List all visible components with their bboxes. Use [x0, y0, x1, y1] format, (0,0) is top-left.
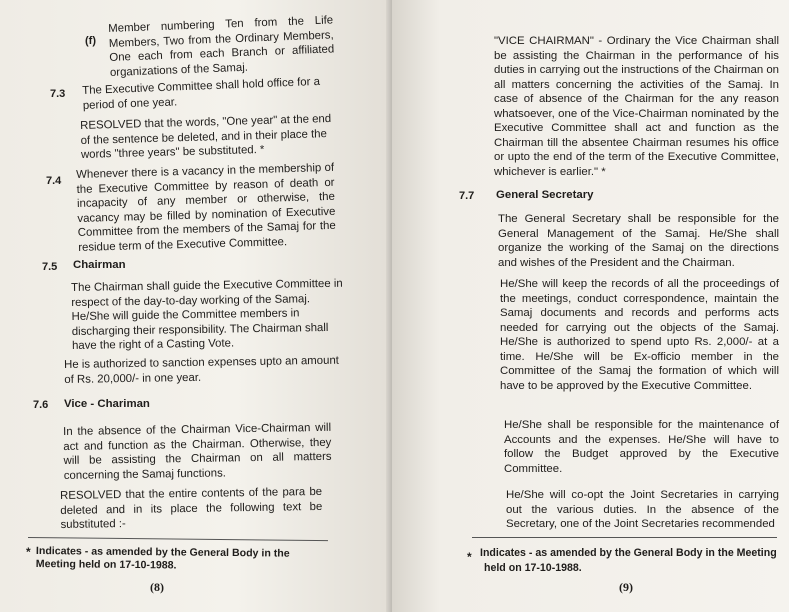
- left-page: [0, 0, 392, 612]
- footnote-text: Indicates - as amended by the General Body in the Meeting: [480, 547, 777, 559]
- section-7-3-text: The Executive Committee shall hold office for a period of one year.: [82, 75, 321, 112]
- section-7-3-resolved: RESOLVED that the words, "One year" at the end of the sentence be deleted, and in their place the words "three years" be substituted. *: [80, 112, 332, 161]
- item-label: (f): [85, 35, 96, 47]
- section-7-4-text: Whenever there is a vacancy in the membership of the Executive Committee by reason of death or incapacity of any member or otherwise, the vacancy may be filled by nomination of Executive Committee from the members of the Samaj for the residue term of the Executive Committee.: [76, 161, 336, 254]
- section-number: 7.3: [50, 88, 66, 100]
- section-7-7-paragraph: He/She shall be responsible for the maintenance of Accounts and the expenses. He/She will have to follow the Budget approved by the Executive Committee.: [504, 419, 779, 475]
- section-7-7-paragraph: He/She will keep the records of all the proceedings of the meetings, conduct correspondence, maintain the Samaj documents and records and performs acts needed for carrying out the objects of the Samaj. He/She is authorized to spend upto Rs. 2,000/- at a time. He/She will be Ex-officio member in the Committee of the Samaj the formation of which will have to be approved by the Executive Committee.: [500, 278, 779, 392]
- section-7-6-paragraph: In the absence of the Chairman Vice-Chairman will act and function as the Chairman. Otherwise, they will be assisting the Chairman on all matters concerning the Samaj functions.: [63, 421, 332, 482]
- section-7-5-paragraph: He is authorized to sanction expenses upto an amount of Rs. 20,000/- in one year.: [64, 354, 339, 386]
- footnote-star: *: [26, 545, 31, 559]
- section-7-7-heading: General Secretary: [496, 189, 594, 201]
- section-7-5-heading: Chairman: [73, 259, 126, 271]
- section-7-6-heading: Vice - Chariman: [64, 398, 150, 410]
- footnote-text: Indicates - as amended by the General Body in the Meeting held on 17-10-1988.: [35, 545, 290, 572]
- section-number: 7.6: [33, 399, 49, 411]
- right-page: [392, 0, 789, 612]
- page-number: (9): [619, 580, 633, 594]
- page-number: (8): [150, 580, 164, 594]
- section-number: 7.4: [46, 175, 62, 187]
- section-7-6-resolved: RESOLVED that the entire contents of the para be deleted and in its place the following text be substituted :-: [60, 485, 323, 531]
- section-number: 7.5: [42, 261, 58, 273]
- footnote-text: held on 17-10-1988.: [484, 562, 582, 574]
- footnote-divider: [28, 537, 328, 541]
- item-f-text: Member numbering Ten from the Life Members, Two from the Ordinary Members, One each from each Branch or affiliated organizations of the Samaj.: [108, 14, 335, 79]
- section-7-5-paragraph: The Chairman shall guide the Executive Committee in respect of the day-to-day working of the Samaj. He/She will guide the Committee members in discharging their responsibility. The Chairman shall have the right of a Casting Vote.: [71, 277, 343, 352]
- section-7-7-paragraph: He/She will co-opt the Joint Secretaries in carrying out the various duties. In the absence of the Secretary, one of the Joint Secretaries recommended: [506, 489, 779, 530]
- footnote-star: *: [467, 550, 472, 564]
- footnote-divider: [472, 537, 777, 538]
- section-number: 7.7: [459, 190, 475, 202]
- section-7-7-paragraph: The General Secretary shall be responsible for the General Management of the Samaj. He/She shall organize the working of the Samaj on the directions and wishes of the President and the Chairman.: [498, 213, 779, 269]
- vice-chairman-text: "VICE CHAIRMAN" - Ordinary the Vice Chairman shall be assisting the Chairman in the performance of his duties in carrying out the instructions of the Chairman on all matters concerning the activities of the Samaj. In case of absence of the Chairman for the any reason whatsoever, one of the Vice-Chairman nominated by the Executive Committee shall act and function as the Chairman till the absentee Chairman resumes his office or upto the end of the term of the Executive Committee, whichever is earlier." *: [494, 35, 779, 178]
